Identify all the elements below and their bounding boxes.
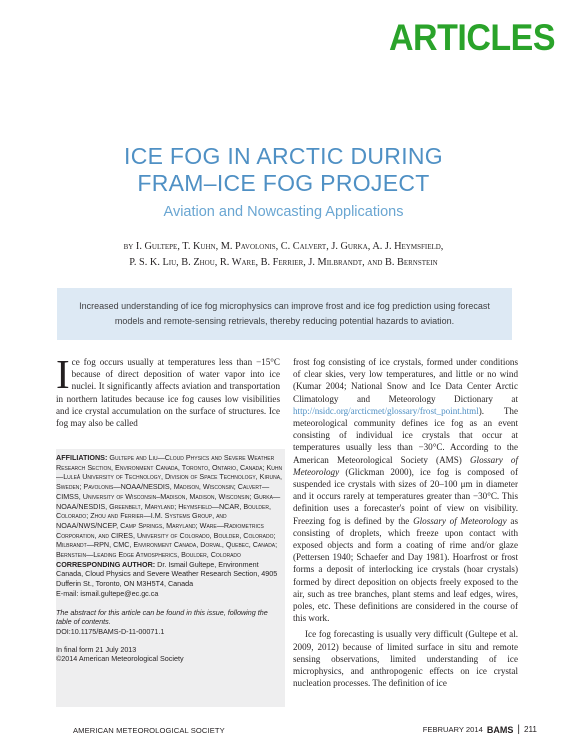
copyright: ©2014 American Meteorological Society bbox=[56, 654, 184, 664]
footer-journal: BAMS bbox=[486, 724, 514, 735]
corresponding-author-label: CORRESPONDING AUTHOR: bbox=[56, 559, 156, 569]
corresponding-author-text: Dr. Ismail Gultepe, Environment Canada, Cloud Physics and Severe Weather Research Section, 4905 Dufferin St., Toronto, ON M3H5T4, Canada bbox=[56, 559, 278, 589]
footer-separator: | bbox=[517, 724, 520, 735]
affiliations-label: AFFILIATIONS: bbox=[56, 453, 108, 462]
abstract-text: Increased understanding of ice fog microphysics can improve frost and ice fog prediction using forecast models and remote-sensing retrievals, thereby reducing potential hazards to aviation. bbox=[79, 300, 490, 326]
doi: DOI:10.1175/BAMS-D-11-00071.1 bbox=[56, 626, 165, 636]
authors-line-2: P. S. K. Liu, B. Zhou, R. Ware, B. Ferrier, J. Milbrandt, and B. Bernstein bbox=[129, 256, 438, 268]
abstract-box bbox=[57, 288, 512, 340]
footer-issue: FEBRUARY 2014 bbox=[422, 725, 483, 734]
authors-line-1: by I. Gultepe, T. Kuhn, M. Pavolonis, C. Calvert, J. Gurka, A. J. Heymsfield, bbox=[123, 241, 444, 252]
body-column-left bbox=[56, 351, 280, 429]
text-run: ). The meteorological community defines ice fog as an event consisting of individual ice crystals that occur at temperatures usually less than −30°C. According to the American Meteorological Society (AMS) bbox=[293, 405, 518, 465]
body-paragraph-right-1 bbox=[293, 356, 518, 624]
abstract-note: The abstract for this article can be found in this issue, following the table of contents. bbox=[56, 607, 268, 627]
section-label: ARTICLES bbox=[389, 17, 555, 59]
page-number: 211 bbox=[523, 725, 537, 734]
corresponding-author-paragraph bbox=[56, 560, 285, 589]
text-run: as consisting of droplets, which freeze upon contact with exposed objects and form a coating of rime and/or glaze (Pettersen 1940; Schaefer and Day 1981). Hoarfrost or frost forms a deposit of interlocking ice crystals (hoar crystals) formed by direct deposition on objects freely exposed to the air, such as tree branches, plant stems and leaf edges, wires, poles, etc. These definitions are considered in the course of this work. bbox=[293, 515, 518, 624]
nsidc-link[interactable]: http://nsidc.org/arcticmet/glossary/frost_point.html bbox=[293, 405, 479, 416]
drop-cap: I bbox=[56, 351, 70, 397]
title-line-2: FRAM–ICE FOG PROJECT bbox=[137, 170, 430, 196]
author-list bbox=[40, 239, 527, 270]
text-run: frost fog consisting of ice crystals, formed under conditions of clear skies, very low temperatures, and little or no wind (Kumar 2004; National Snow and Ice Data Center Arctic Climatology and Meteorology Dictionary at bbox=[293, 357, 518, 404]
body-paragraph-left: ce fog occurs usually at temperatures less than −15°C because of direct deposition of water vapor into ice nuclei. It significantly affects aviation and transportation in northern latitudes because ice fog causes low visibilities and ice crystal accumulation on the surface of structures. Ice fog may also be called bbox=[56, 357, 280, 429]
affiliations-paragraph bbox=[56, 453, 285, 560]
section-banner bbox=[389, 17, 567, 59]
affiliations-box bbox=[56, 449, 285, 707]
final-form-date: In final form 21 July 2013 bbox=[56, 644, 137, 654]
glossary-title: Glossary of Meteorology bbox=[413, 515, 507, 526]
glossary-title: Glossary of Meteorology bbox=[293, 454, 519, 477]
title-line-1: ICE FOG IN ARCTIC DURING bbox=[124, 143, 443, 169]
affiliations-text: Gultepe and Liu—Cloud Physics and Severe Weather Research Section, Environment Canada, Toronto, Ontario, Canada; Kuhn—Luleå University of Technology, Division of Space Technology, Kiruna, Sweden; Pavolonis—NOAA/NESDIS, Madison, Wisconsin; Calvert—CIMSS, University of Wisconsin–Madison, Madison, Wisconsin; Gurka—NOAA/NESDIS, Greenbelt, Maryland; Heymsfield—NCAR, Boulder, Colorado; Zhou and Ferrier—I.M. Systems Group, and NOAA/NWS/NCEP, Camp Springs, Maryland; Ware—Radiometrics Corporation, and CIRES, University of Colorado, Boulder, Colorado; Milbrandt—RPN, CMC, Environment Canada, Dorval, Quebec, Canada; Bernstein—Leading Edge Atmospherics, Boulder, Colorado bbox=[56, 453, 283, 560]
article-subtitle: Aviation and Nowcasting Applications bbox=[163, 204, 404, 220]
text-run: (Glickman 2000), ice fog is composed of suspended ice crystals with sizes of 20–100 μm in diameter and it occurs rarely at temperatures greater than −30°C. This definition uses a forecaster's point of view on visibility. Freezing fog is defined by the bbox=[293, 466, 518, 526]
footer-society: AMERICAN METEOROLOGICAL SOCIETY bbox=[73, 726, 225, 735]
section-tab bbox=[389, 17, 567, 59]
article-title bbox=[40, 143, 527, 197]
author-email: E-mail: ismail.gultepe@ec.gc.ca bbox=[56, 588, 159, 598]
footer-pagination bbox=[423, 724, 537, 735]
body-paragraph-right-2: Ice fog forecasting is usually very difficult (Gultepe et al. 2009, 2012) because of limited surface in situ and remote sensing observations, limited understanding of ice microphysics, and anthropogenic effects on ice crystal nucleation processes. The definition of ice bbox=[293, 629, 518, 689]
body-column-right bbox=[293, 356, 518, 689]
